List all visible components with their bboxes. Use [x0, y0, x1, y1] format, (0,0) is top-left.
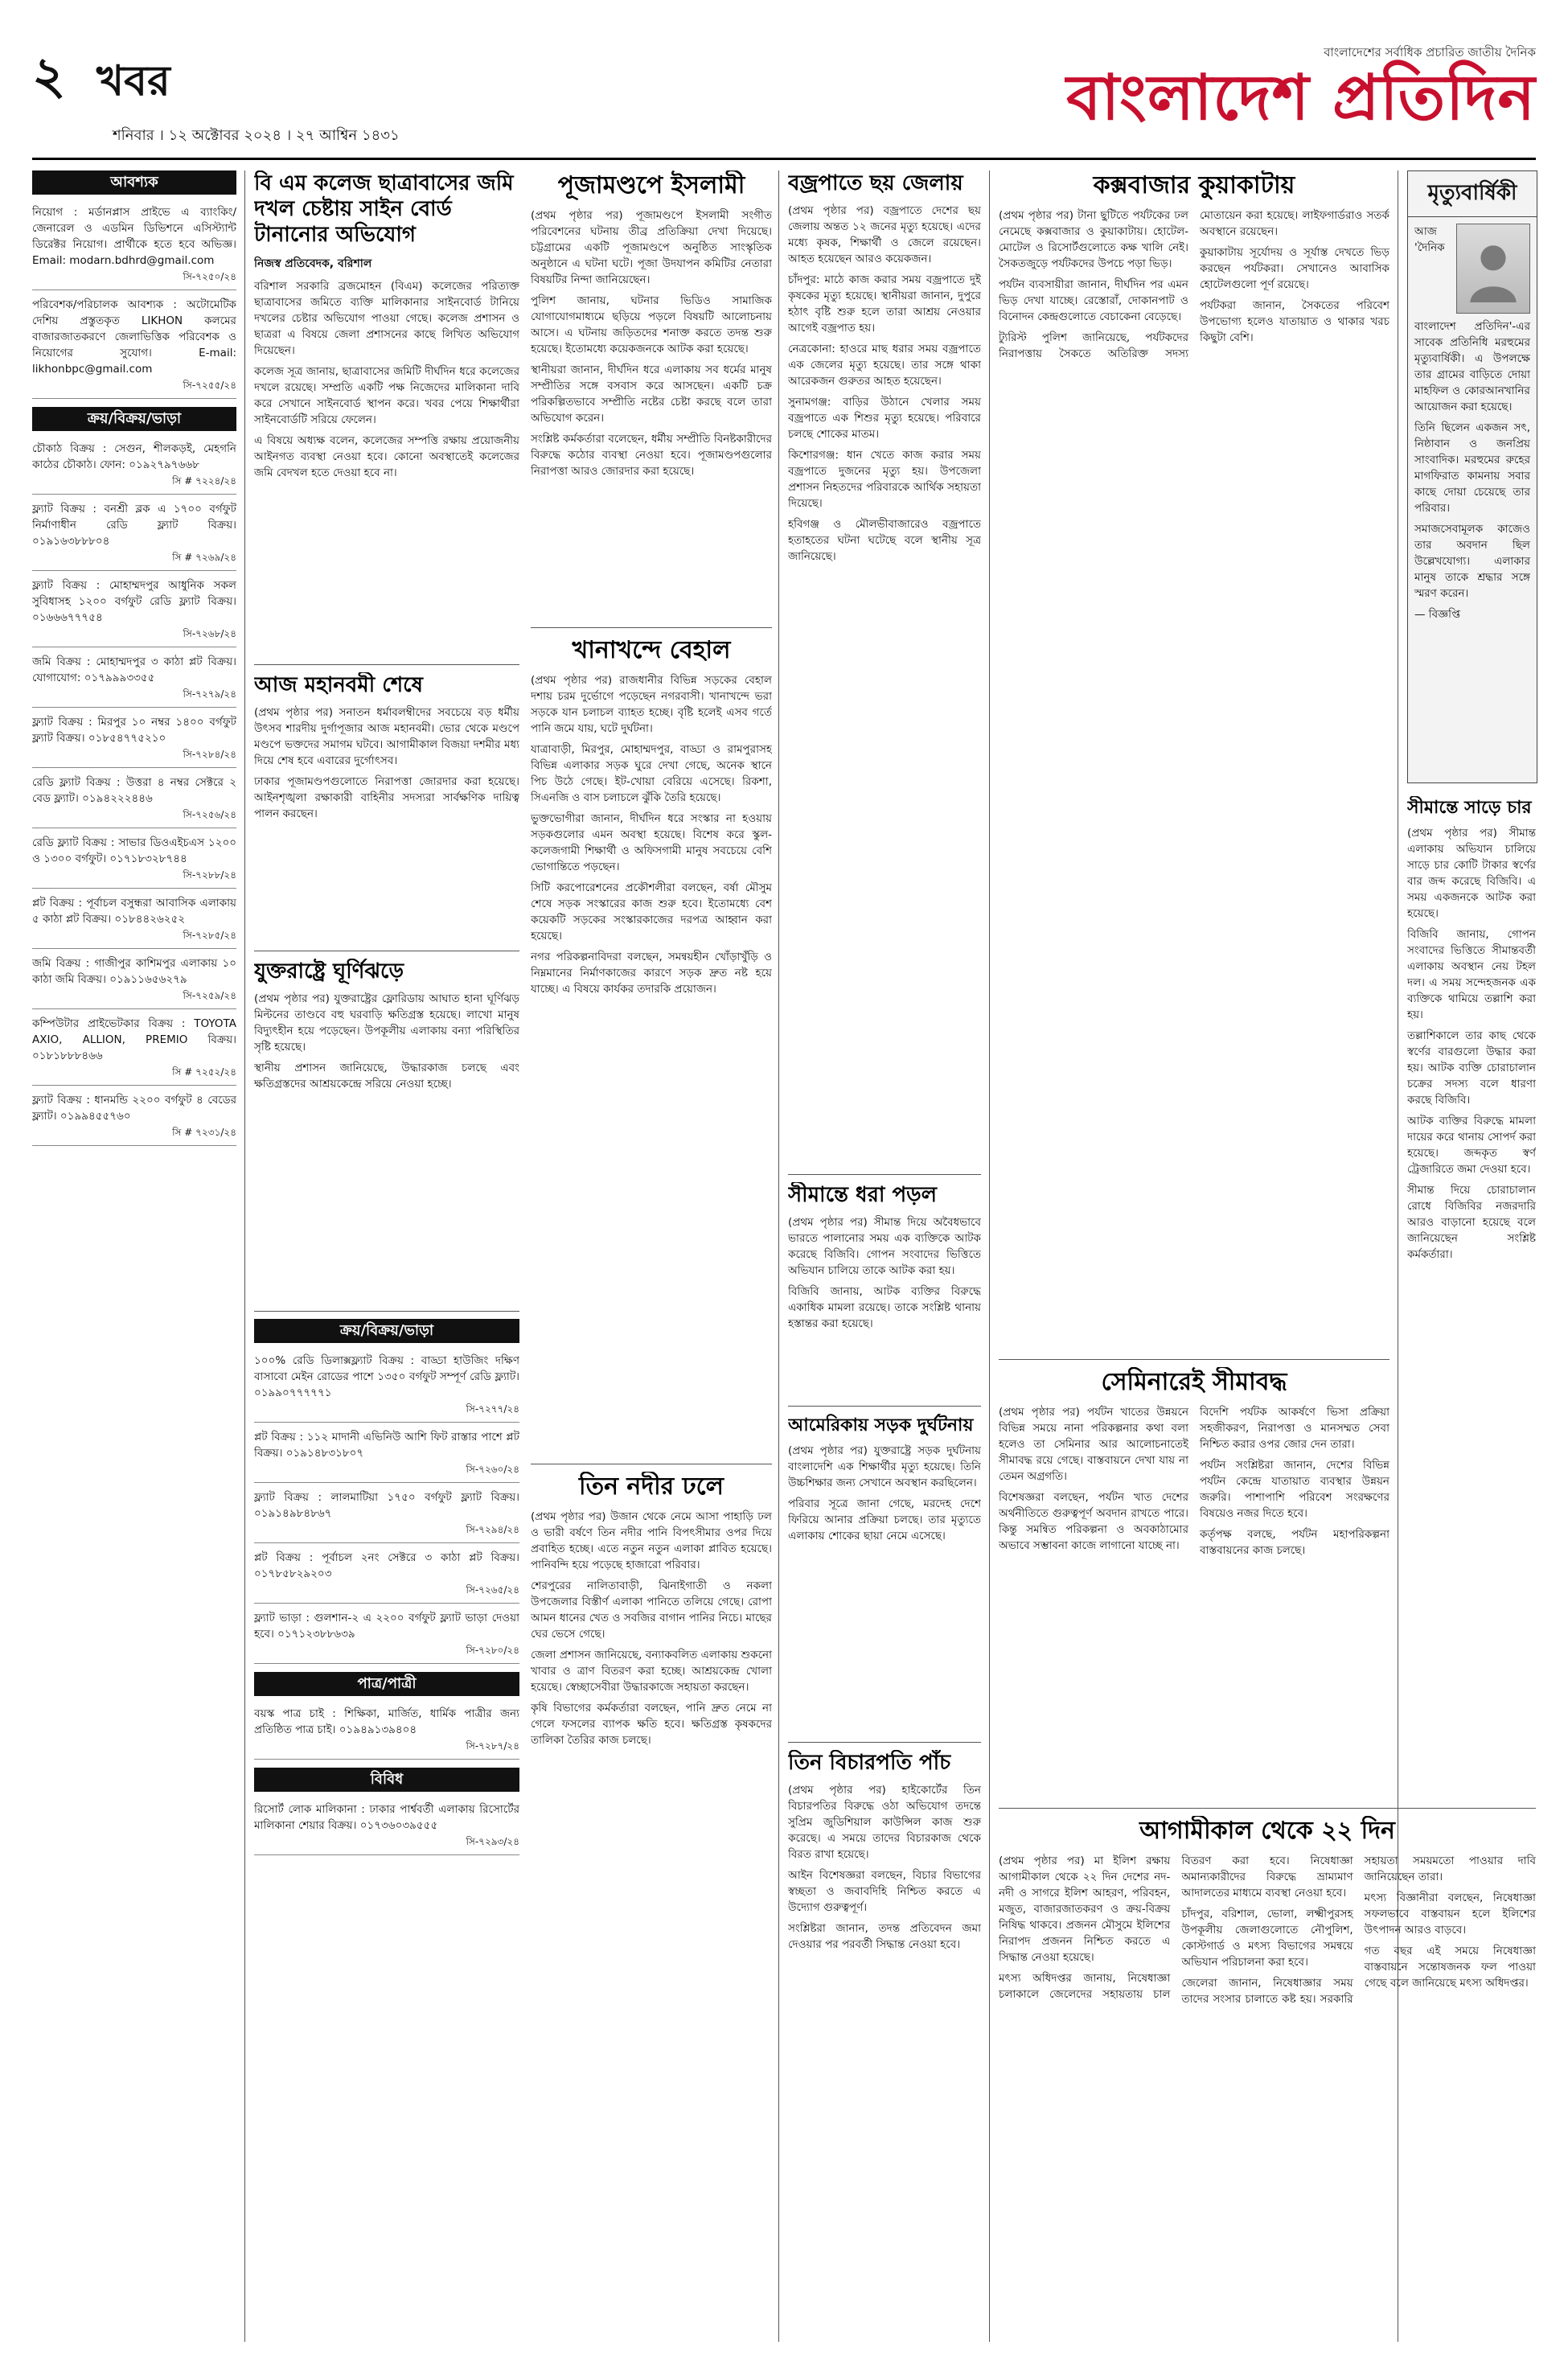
paragraph: শেরপুরের নালিতাবাড়ী, ঝিনাইগাতী ও নকলা উপজেলার বিস্তীর্ণ এলাকা পানিতে তলিয়ে গেছে। রোপা আমন ধানের খেত ও সবজির বাগান পানির নিচে। মাছের ঘের ভেসে গেছে।: [531, 1579, 772, 1641]
person-icon: [1464, 233, 1522, 304]
paragraph: ভুক্তভোগীরা জানান, দীর্ঘদিন ধরে সংস্কার না হওয়ায় সড়কগুলোর এমন অবস্থা হয়েছে। বিশেষ করে স্কুল-কলেজগামী শিক্ষার্থী ও অফিসগামী মানুষ সবচেয়ে বেশি ভোগান্তিতে পড়ছেন।: [531, 812, 772, 873]
paragraph: (প্রথম পৃষ্ঠার পর) উজান থেকে নেমে আসা পাহাড়ি ঢল ও ভারী বর্ষণে তিন নদীর পানি বিপৎসীমার ওপর দিয়ে প্রবাহিত হচ্ছে। এতে নতুন নতুন এলাকা প্লাবিত হয়েছে। পানিবন্দি হয়ে পড়েছে হাজারো পরিবার।: [531, 1510, 772, 1571]
paragraph: (প্রথম পৃষ্ঠার পর) যুক্তরাষ্ট্রের ফ্লোরিডায় আঘাত হানা ঘূর্ণিঝড় মিল্টনের তাণ্ডবে বহু ঘরবাড়ি ক্ষতিগ্রস্ত হয়েছে। লাখো মানুষ বিদ্যুৎহীন হয়ে পড়েছেন। উপকূলীয় এলাকায় বন্যা পরিস্থিতির সৃষ্টি হয়েছে।: [254, 992, 519, 1054]
paragraph: সংশ্লিষ্টরা জানান, তদন্ত প্রতিবেদন জমা দেওয়ার পর পরবর্তী সিদ্ধান্ত নেওয়া হবে।: [788, 1922, 981, 1951]
classified-ref: সি-৭২৮৪/২৪: [183, 749, 236, 760]
story-divider: [254, 1311, 519, 1312]
paragraph: হবিগঞ্জ ও মৌলভীবাজারেও বজ্রপাতে হতাহতের ঘটনা ঘটেছে বলে স্থানীয় সূত্র জানিয়েছে।: [788, 518, 981, 563]
paragraph: কিশোরগঞ্জ: ধান খেতে কাজ করার সময় বজ্রপাতে দুজনের মৃত্যু হয়। উপজেলা প্রশাসন নিহতদের পরিবারকে আর্থিক সহায়তা দিয়েছে।: [788, 449, 981, 510]
story-body: [999, 1853, 1536, 2007]
classifieds-center: [254, 1319, 519, 2284]
newspaper-logo: [1066, 43, 1536, 134]
paragraph: পর্যটন ব্যবসায়ীরা জানান, দীর্ঘদিন পর এমন ভিড় দেখা যাচ্ছে। রেস্তোরাঁ, দোকানপাট ও বিনোদন কেন্দ্রগুলোতে বেচাকেনা বেড়েছে।: [999, 278, 1188, 323]
paragraph: — বিজ্ঞপ্তি: [1414, 608, 1461, 621]
paragraph: কর্তৃপক্ষ বলছে, পর্যটন মহাপরিকল্পনা বাস্তবায়নের কাজ চলছে।: [1200, 1528, 1389, 1557]
story-body: [788, 1782, 981, 1953]
classified-heading-required: আবশ্যক: [32, 170, 236, 195]
classified-text: প্লট বিক্রয় : পূর্বাচল বসুন্ধরা আবাসিক এলাকায় ৫ কাঠা প্লট বিক্রয়। ০১৮৪৪২৬২৫২: [32, 897, 236, 926]
story-divider: [531, 627, 772, 628]
masthead: [32, 29, 1536, 150]
headline: যুক্তরাষ্ট্রে ঘূর্ণিঝড়ে: [254, 959, 404, 984]
paragraph: যাত্রাবাড়ী, মিরপুর, মোহাম্মদপুর, বাড্ডা ও রামপুরাসহ বিভিন্ন এলাকার সড়ক ঘুরে দেখা গেছে, অনেক স্থানে পিচ উঠে গেছে। ইট-খোয়া বেরিয়ে এসেছে। রিকশা, সিএনজি ও বাস চলাচলে ঝুঁকি তৈরি হয়েছে।: [531, 743, 772, 804]
paragraph: এ বিষয়ে অধ্যক্ষ বলেন, কলেজের সম্পত্তি রক্ষায় প্রয়োজনীয় আইনগত ব্যবস্থা নেওয়া হবে। কোনো অবস্থাতেই কলেজের জমি বেদখল হতে দেওয়া হবে না।: [254, 434, 519, 479]
classified-text: ফ্ল্যাট ভাড়া : গুলশান-২ এ ২২০০ বর্গফুট ফ্ল্যাট ভাড়া দেওয়া হবে। ০১৭১২৩৮৮৬৩৯: [254, 1612, 519, 1641]
classified-item: [32, 294, 236, 399]
classified-ref: সি-৭২৫৯/২৪: [183, 990, 236, 1001]
paragraph: (প্রথম পৃষ্ঠার পর) পূজামণ্ডপে ইসলামী সংগীত পরিবেশনের ঘটনায় তীব্র প্রতিক্রিয়া দেখা দিয়েছে। চট্টগ্রামের একটি পূজামণ্ডপে অনুষ্ঠিত সাংস্কৃতিক অনুষ্ঠানে এ ঘটনা ঘটে। পূজা উদযাপন কমিটির নেতারা বিষয়টির নিন্দা জানিয়েছেন।: [531, 209, 772, 286]
classified-text: ফ্ল্যাট বিক্রয় : মোহাম্মদপুর আধুনিক সকল সুবিধাসহ ১২০০ বর্গফুট রেডি ফ্ল্যাট বিক্রয়। ০১৬৬৬৭৭৭৫৪: [32, 579, 236, 624]
classified-item: [32, 498, 236, 571]
story-body: [531, 207, 772, 479]
story-coxsbazar: [999, 170, 1389, 1353]
paragraph: সংশ্লিষ্ট কর্মকর্তারা বলেছেন, ধর্মীয় সম্প্রীতি বিনষ্টকারীদের বিরুদ্ধে কঠোর ব্যবস্থা নেওয়া হবে। পূজামণ্ডপগুলোর নিরাপত্তা আরও জোরদার করা হয়েছে।: [531, 433, 772, 478]
masthead-rule: [32, 158, 1536, 160]
classified-heading-misc: বিবিধ: [254, 1768, 519, 1792]
story-three-rivers: [531, 1472, 772, 2324]
section-name: খবর: [96, 56, 170, 105]
classified-item: [32, 437, 236, 495]
portrait-photo: [1456, 224, 1530, 314]
headline: সেমিনারেই সীমাবদ্ধ: [1101, 1368, 1287, 1396]
paragraph: সীমান্ত দিয়ে চোরাচালান রোধে বিজিবির নজরদারি আরও বাড়ানো হয়েছে বলে জানিয়েছেন সংশ্লিষ্ট কর্মকর্তারা।: [1407, 1184, 1536, 1261]
headline: পূজামণ্ডপে ইসলামী: [557, 171, 745, 199]
dateline: শনিবার । ১২ অক্টোবর ২০২৪ । ২৭ আশ্বিন ১৪৩১: [113, 127, 400, 144]
classified-ref: সি-৭২৯৪/২৪: [466, 1524, 519, 1535]
paragraph: চাঁদপুর, বরিশাল, ভোলা, লক্ষ্মীপুরসহ উপকূলীয় জেলাগুলোতে নৌপুলিশ, কোস্টগার্ড ও মৎস্য বিভাগের সমন্বয়ে অভিযান পরিচালনা করা হবে।: [1181, 1908, 1353, 1969]
classified-item: [32, 892, 236, 949]
paragraph: পর্যটকরা জানান, সৈকতের পরিবেশ উপভোগ্য হলেও যাতায়াত ও থাকার খরচ কিছুটা বেশি।: [1200, 299, 1389, 344]
story-hilsa-ban: [999, 1816, 1536, 2347]
classified-text: বয়স্ক পাত্র চাই : শিক্ষিকা, মার্জিত, ধার্মিক পাত্রীর জন্য প্রতিষ্ঠিত পাত্র চাই। ০১৯৪৯১৩৯৪০৪: [254, 1707, 519, 1736]
classified-ref: সি # ৭২৬৯/২৪: [172, 552, 236, 563]
paragraph: মৎস্য অধিদপ্তর জানায়, নিষেধাজ্ঞা চলাকালে জেলেদের সহায়তায় চাল বিতরণ করা হবে। নিষেধাজ্ঞা অমান্যকারীদের বিরুদ্ধে ভ্রাম্যমাণ আদালতের মাধ্যমে ব্যবস্থা নেওয়া হবে।: [999, 1854, 1353, 2001]
paragraph: মৎস্য বিজ্ঞানীরা বলছেন, নিষেধাজ্ঞা সফলভাবে বাস্তবায়ন হলে ইলিশের উৎপাদন আরও বাড়বে।: [1364, 1891, 1536, 1937]
classified-ref: সি # ৭২৫২/২৪: [172, 1066, 236, 1078]
story-body: [788, 203, 981, 565]
classified-text: রেডি ফ্ল্যাট বিক্রয় : সাভার ডিওএইচএস ১২০০ ও ১৩০০ বর্গফুট। ০১৭১৮৩২৮৭৪৪: [32, 836, 236, 865]
story-body: [531, 672, 772, 997]
paragraph: স্থানীয়রা জানান, দীর্ঘদিন ধরে এলাকায় সব ধর্মের মানুষ সম্প্রীতির সঙ্গে বসবাস করে আসছেন। একটি চক্র পরিকল্পিতভাবে সম্প্রীতি নষ্টের চেষ্টা করছে বলে তারা অভিযোগ করেন।: [531, 363, 772, 425]
paragraph: ঢাকার পূজামণ্ডপগুলোতে নিরাপত্তা জোরদার করা হয়েছে। আইনশৃঙ্খলা রক্ষাকারী বাহিনীর সদস্যরা সার্বক্ষণিক দায়িত্ব পালন করছেন।: [254, 775, 519, 820]
paragraph: আজ 'দৈনিক বাংলাদেশ প্রতিদিন'-এর সাবেক প্রতিনিধি মরহুমের মৃত্যুবার্ষিকী। এ উপলক্ষে তার গ্রামের বাড়িতে দোয়া মাহফিল ও কোরআনখানির আয়োজন করা হয়েছে।: [1414, 225, 1530, 413]
paragraph: গত বছর এই সময়ে নিষেধাজ্ঞা বাস্তবায়নে সন্তোষজনক ফল পাওয়া গেছে বলে জানিয়েছে মৎস্য অধিদপ্তর।: [1364, 1945, 1536, 1990]
classified-item: [32, 1089, 236, 1146]
classified-ref: সি-৭২৬০/২৪: [466, 1464, 519, 1475]
headline: বজ্রপাতে ছয় জেলায়: [788, 171, 963, 195]
classified-text: প্লট বিক্রয় : ১১২ মাদানী এভিনিউ আশি ফিট রাস্তার পাশে প্লট বিক্রয়। ০১৯১৪৮৩১৮০৭: [254, 1431, 519, 1460]
classified-item: [254, 1798, 519, 1855]
column-divider: [989, 170, 990, 2342]
headline: তিন নদীর ঢলে: [578, 1472, 724, 1501]
paragraph: পরিবার সূত্রে জানা গেছে, মরদেহ দেশে ফিরিয়ে আনার প্রক্রিয়া চলছে। তার মৃত্যুতে এলাকায় শোকের ছায়া নেমে এসেছে।: [788, 1497, 981, 1542]
headline: খানাখন্দে বেহাল: [572, 636, 731, 664]
headline: আমেরিকায় সড়ক দুর্ঘটনায়: [788, 1415, 974, 1435]
classified-ref: সি-৭২৬৫/২৪: [466, 1584, 519, 1596]
classified-heading-sale: ক্রয়/বিক্রয়/ভাড়া: [32, 407, 236, 431]
story-divider: [254, 664, 519, 665]
paragraph: (প্রথম পৃষ্ঠার পর) পর্যটন খাতের উন্নয়নে বিভিন্ন সময়ে নানা পরিকল্পনার কথা বলা হলেও তা সেমিনার আর আলোচনাতেই সীমাবদ্ধ রয়ে গেছে। বাস্তবায়নে দেখা যায় না তেমন অগ্রগতি।: [999, 1406, 1188, 1483]
story-divider: [788, 1174, 981, 1175]
paragraph: ট্যুরিস্ট পুলিশ জানিয়েছে, পর্যটকদের নিরাপত্তায় সৈকতে অতিরিক্ত সদস্য মোতায়েন করা হয়েছে। লাইফগার্ডরাও সতর্ক অবস্থানে রয়েছেন।: [999, 209, 1389, 360]
story-roads: [531, 635, 772, 1456]
paragraph: কৃষি বিভাগের কর্মকর্তারা বলছেন, পানি দ্রুত নেমে না গেলে ফসলের ব্যাপক ক্ষতি হবে। ক্ষতিগ্রস্ত কৃষকদের তালিকা তৈরির কাজ চলছে।: [531, 1702, 772, 1747]
story-usa-storm: [254, 959, 519, 1304]
classified-text: ফ্ল্যাট বিক্রয় : মিরপুর ১০ নম্বর ১৪০০ বর্গফুট ফ্ল্যাট বিক্রয়। ০১৮৫৪৭৭৫২১০: [32, 716, 236, 745]
paragraph: সুনামগঞ্জ: বাড়ির উঠানে খেলার সময় বজ্রপাতে এক শিশুর মৃত্যু হয়েছে। পরিবারে চলছে শোকের মাতম।: [788, 396, 981, 441]
classified-text: রিসোর্ট লোক মালিকানা : ঢাকার পার্শ্ববর্তী এলাকায় রিসোর্টের মালিকানা শেয়ার বিক্রয়। ০১৭৩৬০৩৯৫৫৫: [254, 1803, 519, 1832]
classified-item: [254, 1486, 519, 1543]
obituary-box: [1407, 170, 1537, 783]
paragraph: চাঁদপুর: মাঠে কাজ করার সময় বজ্রপাতে দুই কৃষকের মৃত্যু হয়েছে। স্থানীয়রা জানান, দুপুরে হঠাৎ বৃষ্টি শুরু হলে তারা আশ্রয় নেওয়ার আগেই বজ্রপাত হয়।: [788, 273, 981, 335]
story-body: [254, 278, 519, 481]
story-seminar: [999, 1367, 1389, 1801]
paragraph: নগর পরিকল্পনাবিদরা বলছেন, সমন্বয়হীন খোঁড়াখুঁড়ি ও নিম্নমানের নির্মাণকাজের কারণে সড়ক দ্রুত নষ্ট হয়ে যাচ্ছে। এ বিষয়ে কার্যকর তদারকি প্রয়োজন।: [531, 951, 772, 996]
classified-item: [32, 711, 236, 768]
logo-tagline: বাংলাদেশের সর্বাধিক প্রচারিত জাতীয় দৈনিক: [1324, 45, 1536, 60]
paragraph: আটক ব্যক্তির বিরুদ্ধে মামলা দায়ের করে থানায় সোপর্দ করা হয়েছে। জব্দকৃত স্বর্ণ ট্রেজারিতে জমা দেওয়া হবে।: [1407, 1115, 1536, 1176]
obituary-heading: মৃত্যুবার্ষিকী: [1408, 171, 1537, 217]
headline: সীমান্তে সাড়ে চার: [1407, 797, 1532, 818]
classified-text: জমি বিক্রয় : মোহাম্মদপুর ৩ কাঠা প্লট বিক্রয়। যোগাযোগ: ০১৭৯৯৯৩৩৫৫: [32, 655, 236, 684]
page-number: ২: [32, 46, 66, 106]
paragraph: (প্রথম পৃষ্ঠার পর) সীমান্ত এলাকায় অভিযান চালিয়ে সাড়ে চার কোটি টাকার স্বর্ণের বার জব্দ করেছে বিজিবি। এ সময় একজনকে আটক করা হয়েছে।: [1407, 827, 1536, 920]
classified-text: চৌকাঠ বিক্রয় : সেগুন, শীলকড়ই, মেহগনি কাঠের চৌকাঠ। ফোন: ০১৯২৭৯৭৬৬৮: [32, 442, 236, 471]
classified-heading-matrimony: পাত্র/পাত্রী: [254, 1672, 519, 1696]
classified-text: ফ্ল্যাট বিক্রয় : বনশ্রী ব্লক এ ১৭০০ বর্গফুট নির্মাণাধীন রেডি ফ্ল্যাট বিক্রয়। ০১৯১৬৩৮৮৮০৪: [32, 503, 236, 548]
headline: সীমান্তে ধরা পড়ল: [788, 1183, 938, 1207]
classified-ref: সি # ৭২২৪/২৪: [172, 475, 236, 487]
paragraph: আইন বিশেষজ্ঞরা বলছেন, বিচার বিভাগের স্বচ্ছতা ও জবাবদিহি নিশ্চিত করতে এ উদ্যোগ গুরুত্বপূর্ণ।: [788, 1869, 981, 1914]
classified-item: [254, 1702, 519, 1760]
classified-text: ১০০% রেডি ডিলাক্সফ্ল্যাট বিক্রয় : বাড্ডা হাউজিং দক্ষিণ বাসাবো মেইন রোডের পাশে ১৩৫০ বর্গফুট সম্পূর্ণ রেডি ফ্ল্যাট। ০১৯৯০৭৭৭৭৭১: [254, 1354, 519, 1399]
paragraph: বিশেষজ্ঞরা বলছেন, পর্যটন খাত দেশের অর্থনীতিতে গুরুত্বপূর্ণ অবদান রাখতে পারে। কিন্তু সমন্বিত পরিকল্পনা ও অবকাঠামোর অভাবে সম্ভাবনা কাজে লাগানো যাচ্ছে না।: [999, 1491, 1188, 1552]
story-mohanabami: [254, 672, 519, 946]
story-america-accident: [788, 1414, 981, 1735]
logo-name: বাংলাদেশ প্রতিদিন: [1066, 61, 1536, 134]
paragraph: বিজিবি জানায়, আটক ব্যক্তির বিরুদ্ধে একাধিক মামলা রয়েছে। তাকে সংশ্লিষ্ট থানায় হস্তান্তর করা হয়েছে।: [788, 1285, 981, 1330]
paragraph: জেলা প্রশাসন জানিয়েছে, বন্যাকবলিত এলাকায় শুকনো খাবার ও ত্রাণ বিতরণ করা হচ্ছে। আশ্রয়কেন্দ্র খোলা হয়েছে। স্বেচ্ছাসেবীরা উদ্ধারকাজে সহায়তা করছেন।: [531, 1649, 772, 1694]
headline: কক্সবাজার কুয়াকাটায়: [1093, 171, 1295, 199]
paragraph: জেলেরা জানান, নিষেধাজ্ঞার সময় তাদের সংসার চালাতে কষ্ট হয়। সরকারি সহায়তা সময়মতো পাওয়ার দাবি জানিয়েছেন তারা।: [1181, 1854, 1536, 2006]
classified-ref: সি-৭২৭৯/২৪: [183, 688, 236, 700]
headline: বি এম কলেজ ছাত্রাবাসের জমি দখল চেষ্টায় সাইন বোর্ড টানানোর অভিযোগ: [254, 171, 514, 247]
story-border-gold: [1407, 796, 1536, 1793]
classified-ref: সি-৭২৮০/২৪: [466, 1645, 519, 1656]
paragraph: বরিশাল সরকারি ব্রজমোহন (বিএম) কলেজের পরিত্যক্ত ছাত্রাবাসের জমিতে ব্যক্তি মালিকানার সাইনবোর্ড টানিয়ে দখলের চেষ্টার অভিযোগ পাওয়া গেছে। কলেজ প্রশাসন ও ছাত্ররা এ বিষয়ে জেলা প্রশাসনের কাছে লিখিত অভিযোগ দিয়েছেন।: [254, 280, 519, 357]
classified-heading-sale: ক্রয়/বিক্রয়/ভাড়া: [254, 1319, 519, 1343]
story-body: [999, 207, 1389, 362]
classified-text: জমি বিক্রয় : গাজীপুর কাশিমপুর এলাকায় ১০ কাঠা জমি বিক্রয়। ০১৯১১৬৫৬২৭৯: [32, 957, 236, 986]
classified-item: [32, 201, 236, 290]
story-body: [254, 991, 519, 1092]
classifieds-column: [32, 170, 236, 2342]
classified-ref: সি-৭২৮৭/২৪: [466, 1740, 519, 1752]
paragraph: সমাজসেবামূলক কাজেও তার অবদান ছিল উল্লেখযোগ্য। এলাকার মানুষ তাকে শ্রদ্ধার সঙ্গে স্মরণ করেন।: [1414, 523, 1530, 600]
paragraph: (প্রথম পৃষ্ঠার পর) সীমান্ত দিয়ে অবৈধভাবে ভারতে পালানোর সময় এক ব্যক্তিকে আটক করেছে বিজিবি। গোপন সংবাদের ভিত্তিতে অভিযান চালিয়ে তাকে আটক করা হয়।: [788, 1216, 981, 1277]
classified-ref: সি-৭২৫০/২৪: [183, 271, 236, 282]
classified-item: [254, 1349, 519, 1423]
classified-ref: সি-৭২৬৮/২৪: [183, 628, 236, 639]
paragraph: নেত্রকোনা: হাওরে মাছ ধরার সময় বজ্রপাতে এক জেলের মৃত্যু হয়েছে। তার সঙ্গে থাকা আরেকজন গুরুতর আহত হয়েছেন।: [788, 343, 981, 388]
classified-item: [32, 832, 236, 889]
headline: তিন বিচারপতি পাঁচ: [788, 1751, 951, 1775]
paragraph: কুয়াকাটায় সূর্যোদয় ও সূর্যাস্ত দেখতে ভিড় করছেন পর্যটকরা। সেখানেও আবাসিক হোটেলগুলো পূর্ণ রয়েছে।: [1200, 246, 1389, 291]
paragraph: (প্রথম পৃষ্ঠার পর) বজ্রপাতে দেশের ছয় জেলায় অন্তত ১২ জনের মৃত্যু হয়েছে। এদের মধ্যে কৃষক, শিক্ষার্থী ও জেলে রয়েছেন। আহত হয়েছেন আরও কয়েকজন।: [788, 204, 981, 265]
classified-ref: সি-৭২৭৭/২৪: [466, 1403, 519, 1415]
headline: আগামীকাল থেকে ২২ দিন: [1139, 1817, 1395, 1845]
classified-ref: সি-৭২৯৩/২৪: [466, 1836, 519, 1847]
story-body: [254, 704, 519, 822]
headline: আজ মহানবমী শেষে: [254, 673, 423, 697]
story-divider: [999, 1808, 1536, 1809]
classified-text: প্লট বিক্রয় : পূর্বাচল ২নং সেক্টরে ৩ কাঠা প্লট বিক্রয়। ০১৭৮৫৮২৯২০৩: [254, 1551, 519, 1580]
classified-ref: সি-৭২৫৬/২৪: [183, 809, 236, 820]
story-divider: [999, 1359, 1389, 1360]
classified-ref: সি-৭২৮৫/২৪: [183, 930, 236, 941]
story-judges: [788, 1750, 981, 2329]
classified-text: কম্পিউটার প্রাইভেটকার বিক্রয় : TOYOTA AXIO, ALLION, PREMIO বিক্রয়। ০১৮১৮৮৮৪৬৬: [32, 1017, 236, 1062]
paragraph: (প্রথম পৃষ্ঠার পর) যুক্তরাষ্ট্রে সড়ক দুর্ঘটনায় বাংলাদেশি এক শিক্ষার্থীর মৃত্যু হয়েছে। তিনি উচ্চশিক্ষার জন্য সেখানে অবস্থান করছিলেন।: [788, 1444, 981, 1489]
classified-item: [32, 651, 236, 708]
story-body: [788, 1443, 981, 1544]
classified-text: ফ্ল্যাট বিক্রয় : লালমাটিয়া ১৭৫০ বর্গফুট ফ্ল্যাট বিক্রয়। ০১৯১৪৯৮৪৮৬৭: [254, 1491, 519, 1520]
paragraph: কলেজ সূত্র জানায়, ছাত্রাবাসের জমিটি দীর্ঘদিন ধরে কলেজের দখলে রয়েছে। সম্প্রতি একটি পক্ষ নিজেদের মালিকানা দাবি করে সেখানে সাইনবোর্ড স্থাপন করে। খবর পেয়ে শিক্ষার্থীরা সাইনবোর্ডটি সরিয়ে ফেলেন।: [254, 365, 519, 426]
classified-item: [32, 1012, 236, 1086]
classified-text: ফ্ল্যাট বিক্রয় : ধানমন্ডি ২২০০ বর্গফুট ৪ বেডের ফ্ল্যাট। ০১৯৯৪৫৫৭৬০: [32, 1094, 236, 1123]
classified-text: পরিবেশক/পরিচালক আবশ্যক : অটোমেটিক দেশিয় প্রস্তুতকৃত LIKHON কলমের বাজারজাতকরণে জেলাভিত্তিক পরিবেশক ও নিয়োগের সুযোগ। E-mail: likhonbpc@gmail.com: [32, 298, 236, 376]
paragraph: (প্রথম পৃষ্ঠার পর) হাইকোর্টের তিন বিচারপতির বিরুদ্ধে ওঠা অভিযোগ তদন্তে সুপ্রিম জুডিশিয়াল কাউন্সিল কাজ শুরু করেছে। এ সময়ে তাদের বিচারকাজ থেকে বিরত রাখা হয়েছে।: [788, 1784, 981, 1861]
classified-text: রেডি ফ্ল্যাট বিক্রয় : উত্তরা ৪ নম্বর সেক্টরে ২ বেড ফ্ল্যাট। ০১৯৪২২২৪৪৬: [32, 776, 236, 805]
story-puja: [531, 170, 772, 621]
classified-item: [32, 771, 236, 828]
classified-item: [32, 952, 236, 1009]
story-divider: [788, 1742, 981, 1743]
story-body: [1407, 825, 1536, 1263]
classified-ref: সি-৭২৮৮/২৪: [183, 869, 236, 881]
classified-item: [254, 1607, 519, 1664]
paragraph: বিদেশি পর্যটক আকর্ষণে ভিসা প্রক্রিয়া সহজীকরণ, নিরাপত্তা ও মানসম্মত সেবা নিশ্চিত করার ওপর জোর দেন তারা।: [1200, 1406, 1389, 1451]
story-body: [531, 1509, 772, 1748]
byline: নিজস্ব প্রতিবেদক, বরিশাল: [254, 257, 372, 270]
paragraph: সিটি করপোরেশনের প্রকৌশলীরা বলছেন, বর্ষা মৌসুম শেষে সড়ক সংস্কারের কাজ শুরু হবে। ইতোমধ্যে বেশ কয়েকটি সড়কের সংস্কারকাজের দরপত্র আহ্বান করা হয়েছে।: [531, 881, 772, 943]
classified-ref: সি-৭২৫৫/২৪: [183, 380, 236, 391]
paragraph: পুলিশ জানায়, ঘটনার ভিডিও সামাজিক যোগাযোগমাধ্যমে ছড়িয়ে পড়লে বিষয়টি আলোচনায় আসে। এ ঘটনায় জড়িতদের শনাক্ত করতে তদন্ত শুরু হয়েছে। ইতোমধ্যে কয়েকজনকে আটক করা হয়েছে।: [531, 294, 772, 355]
column-divider: [778, 170, 779, 2342]
paragraph: তিনি ছিলেন একজন সৎ, নিষ্ঠাবান ও জনপ্রিয় সাংবাদিক। মরহুমের রুহের মাগফিরাত কামনায় সবার কাছে দোয়া চেয়েছে তার পরিবার।: [1414, 421, 1530, 515]
paragraph: তল্লাশিকালে তার কাছ থেকে স্বর্ণের বারগুলো উদ্ধার করা হয়। আটক ব্যক্তি চোরাচালান চক্রের সদস্য বলে ধারণা করছে বিজিবি।: [1407, 1029, 1536, 1107]
paragraph: (প্রথম পৃষ্ঠার পর) রাজধানীর বিভিন্ন সড়কের বেহাল দশায় চরম দুর্ভোগে পড়েছেন নগরবাসী। খানাখন্দে ভরা সড়কে যান চলাচল ব্যাহত হচ্ছে। বৃষ্টি হলেই এসব গর্তে পানি জমে যায়, ঘটে দুর্ঘটনা।: [531, 674, 772, 735]
story-body: [788, 1214, 981, 1332]
classified-text: নিয়োগ : মর্ডানপ্লাস প্রাইভে এ ব্যাংকিং/জেনারেল ও এডমিন ডিভিশনে এসিস্ট্যান্ট ডিরেক্টর নিয়োগ। প্রার্থীকে হতে হবে অভিজ্ঞ। Email: modarn.bdhrd@gmail.com: [32, 206, 236, 267]
classified-item: [254, 1546, 519, 1604]
paragraph: পর্যটন সংশ্লিষ্টরা জানান, দেশের বিভিন্ন পর্যটন কেন্দ্রে যাতায়াত ব্যবস্থার উন্নয়ন জরুরি। পাশাপাশি পরিবেশ সংরক্ষণের বিষয়েও নজর দিতে হবে।: [1200, 1459, 1389, 1520]
paragraph: (প্রথম পৃষ্ঠার পর) সনাতন ধর্মাবলম্বীদের সবচেয়ে বড় ধর্মীয় উৎসব শারদীয় দুর্গাপূজার আজ মহানবমী। ভোর থেকে মণ্ডপে মণ্ডপে ভক্তদের সমাগম ঘটবে। আগামীকাল বিজয়া দশমীর মধ্য দিয়ে শেষ হবে এবারের দুর্গোৎসব।: [254, 706, 519, 767]
paragraph: (প্রথম পৃষ্ঠার পর) টানা ছুটিতে পর্যটকের ঢল নেমেছে কক্সবাজার ও কুয়াকাটায়। হোটেল-মোটেল ও রিসোর্টগুলোতে কক্ষ খালি নেই। সৈকতজুড়ে পর্যটকদের উপচে পড়া ভিড়।: [999, 209, 1188, 270]
story-body: [999, 1404, 1389, 1561]
classified-item: [32, 574, 236, 647]
column-divider: [244, 170, 245, 2342]
story-bm-college: [254, 170, 519, 661]
paragraph: স্থানীয় প্রশাসন জানিয়েছে, উদ্ধারকাজ চলছে এবং ক্ষতিগ্রস্তদের আশ্রয়কেন্দ্রে সরিয়ে নেওয়া হচ্ছে।: [254, 1062, 519, 1090]
story-border-arrest: [788, 1182, 981, 1399]
story-lightning: [788, 170, 981, 1168]
paragraph: (প্রথম পৃষ্ঠার পর) মা ইলিশ রক্ষায় আগামীকাল থেকে ২২ দিন দেশের নদ-নদী ও সাগরে ইলিশ আহরণ, পরিবহন, মজুত, বাজারজাতকরণ ও ক্রয়-বিক্রয় নিষিদ্ধ থাকবে। প্রজনন মৌসুমে ইলিশের নিরাপদ প্রজনন নিশ্চিত করতে এ সিদ্ধান্ত নেওয়া হয়েছে।: [999, 1854, 1171, 1964]
paragraph: বিজিবি জানায়, গোপন সংবাদের ভিত্তিতে সীমান্তবর্তী এলাকায় অবস্থান নেয় টহল দল। এ সময় সন্দেহজনক এক ব্যক্তিকে থামিয়ে তল্লাশি করা হয়।: [1407, 928, 1536, 1021]
classified-ref: সি # ৭২৩১/২৪: [172, 1127, 236, 1138]
classified-item: [254, 1426, 519, 1483]
story-divider: [788, 1406, 981, 1407]
